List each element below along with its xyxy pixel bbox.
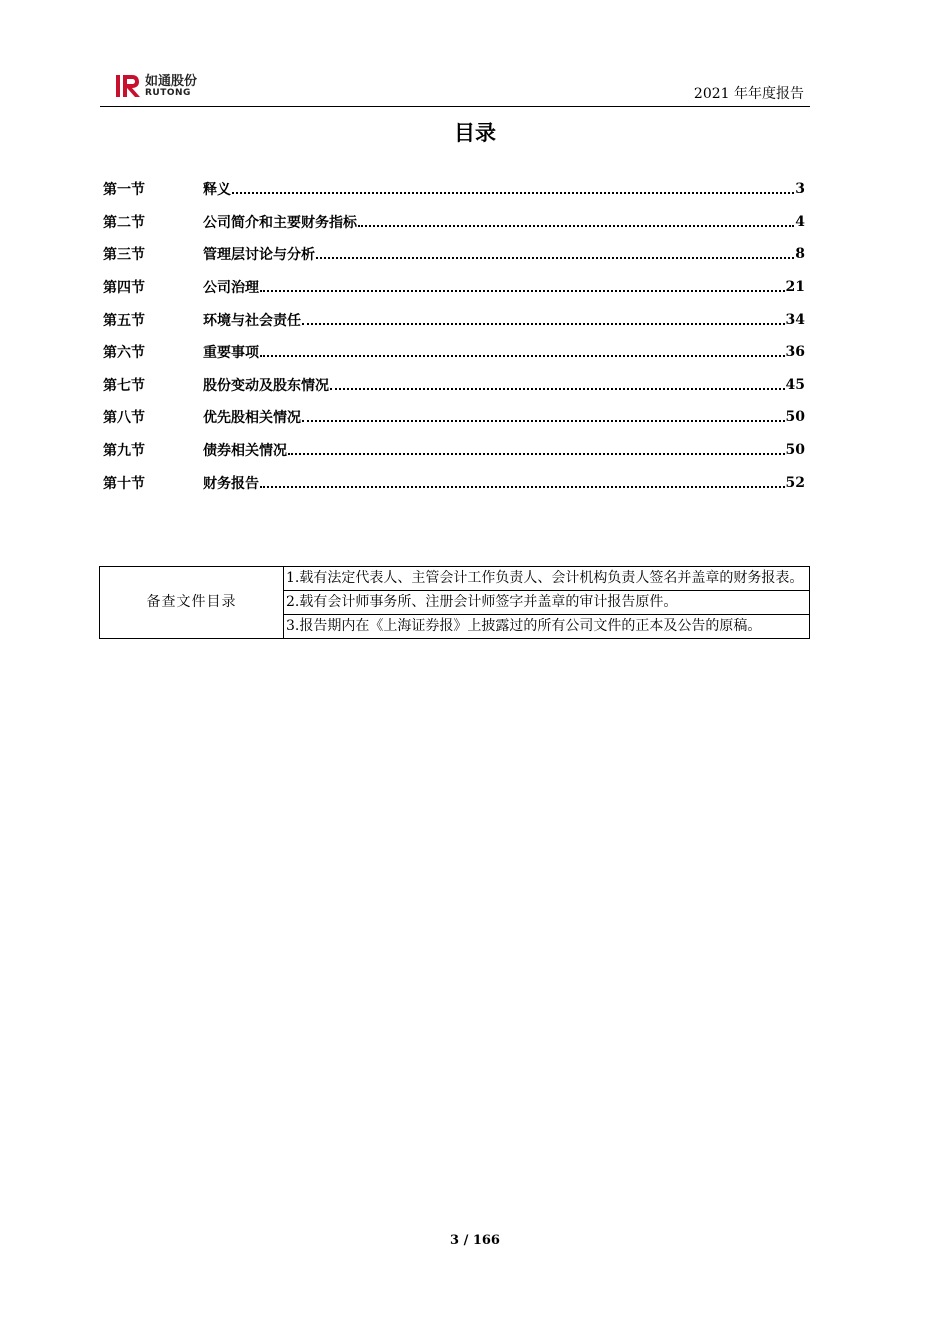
toc-section-name: 财务报告 xyxy=(203,475,259,492)
table-row xyxy=(100,567,810,591)
toc-section-number: 第七节 xyxy=(103,377,145,394)
toc-section-number: 第五节 xyxy=(103,312,145,329)
toc-page-number: 21 xyxy=(785,279,805,296)
toc-section-number: 第四节 xyxy=(103,280,145,297)
toc-entry[interactable] xyxy=(103,271,805,304)
toc-section-number: 第九节 xyxy=(103,443,145,460)
toc-entry[interactable] xyxy=(103,401,805,434)
toc-leader-dots xyxy=(316,257,794,259)
toc-section-number: 第六节 xyxy=(103,345,145,362)
toc-entry[interactable] xyxy=(103,206,805,239)
reference-files-label: 备查文件目录 xyxy=(100,567,284,639)
toc-leader-dots xyxy=(302,323,785,325)
toc-entry[interactable] xyxy=(103,336,805,369)
company-logo xyxy=(114,72,197,100)
toc-leader-dots xyxy=(232,192,794,194)
toc-page-number: 3 xyxy=(795,181,805,198)
logo-english-name: RUTONG xyxy=(145,87,191,98)
toc-entry[interactable] xyxy=(103,369,805,402)
toc-leader-dots xyxy=(330,388,785,390)
toc-section-name: 重要事项 xyxy=(203,345,259,362)
toc-leader-dots xyxy=(260,486,785,488)
table-of-contents xyxy=(103,173,805,499)
toc-section-number: 第十节 xyxy=(103,475,145,492)
toc-section-name: 管理层讨论与分析 xyxy=(203,247,315,264)
toc-section-number: 第八节 xyxy=(103,410,145,427)
toc-leader-dots xyxy=(288,453,785,455)
toc-page-number: 50 xyxy=(785,409,805,426)
toc-page-number: 52 xyxy=(785,474,805,491)
toc-leader-dots xyxy=(358,225,794,227)
rutong-logo-icon xyxy=(114,72,142,100)
toc-page-number: 4 xyxy=(795,213,805,230)
toc-section-number: 第三节 xyxy=(103,247,145,264)
toc-section-name: 债券相关情况 xyxy=(203,443,287,460)
toc-entry[interactable] xyxy=(103,238,805,271)
toc-section-name: 股份变动及股东情况 xyxy=(203,377,329,394)
page-number-indicator: 3 / 166 xyxy=(450,1233,500,1248)
reference-file-item: 3.报告期内在《上海证券报》上披露过的所有公司文件的正本及公告的原稿。 xyxy=(284,615,810,639)
page-header xyxy=(100,70,810,107)
toc-section-name: 公司治理 xyxy=(203,280,259,297)
toc-leader-dots xyxy=(260,290,785,292)
toc-leader-dots xyxy=(260,355,785,357)
toc-section-number: 第二节 xyxy=(103,214,145,231)
toc-leader-dots xyxy=(302,420,785,422)
toc-title: 目录 xyxy=(454,120,496,145)
toc-section-name: 优先股相关情况 xyxy=(203,410,301,427)
reference-file-item: 2.载有会计师事务所、注册会计师签字并盖章的审计报告原件。 xyxy=(284,591,810,615)
toc-section-name: 释义 xyxy=(203,182,231,199)
toc-entry[interactable] xyxy=(103,173,805,206)
toc-section-number: 第一节 xyxy=(103,182,145,199)
toc-page-number: 8 xyxy=(795,246,805,263)
report-title: 2021 年年度报告 xyxy=(693,86,804,102)
toc-page-number: 45 xyxy=(785,376,805,393)
toc-page-number: 50 xyxy=(785,442,805,459)
toc-entry[interactable] xyxy=(103,466,805,499)
toc-entry[interactable] xyxy=(103,303,805,336)
toc-section-name: 环境与社会责任 xyxy=(203,312,301,329)
toc-entry[interactable] xyxy=(103,434,805,467)
reference-files-table xyxy=(99,566,810,639)
reference-file-item: 1.载有法定代表人、主管会计工作负责人、会计机构负责人签名并盖章的财务报表。 xyxy=(284,567,810,591)
toc-page-number: 36 xyxy=(785,344,805,361)
logo-chinese-name: 如通股份 xyxy=(145,73,198,89)
toc-page-number: 34 xyxy=(785,311,805,328)
toc-section-name: 公司简介和主要财务指标 xyxy=(203,214,357,231)
